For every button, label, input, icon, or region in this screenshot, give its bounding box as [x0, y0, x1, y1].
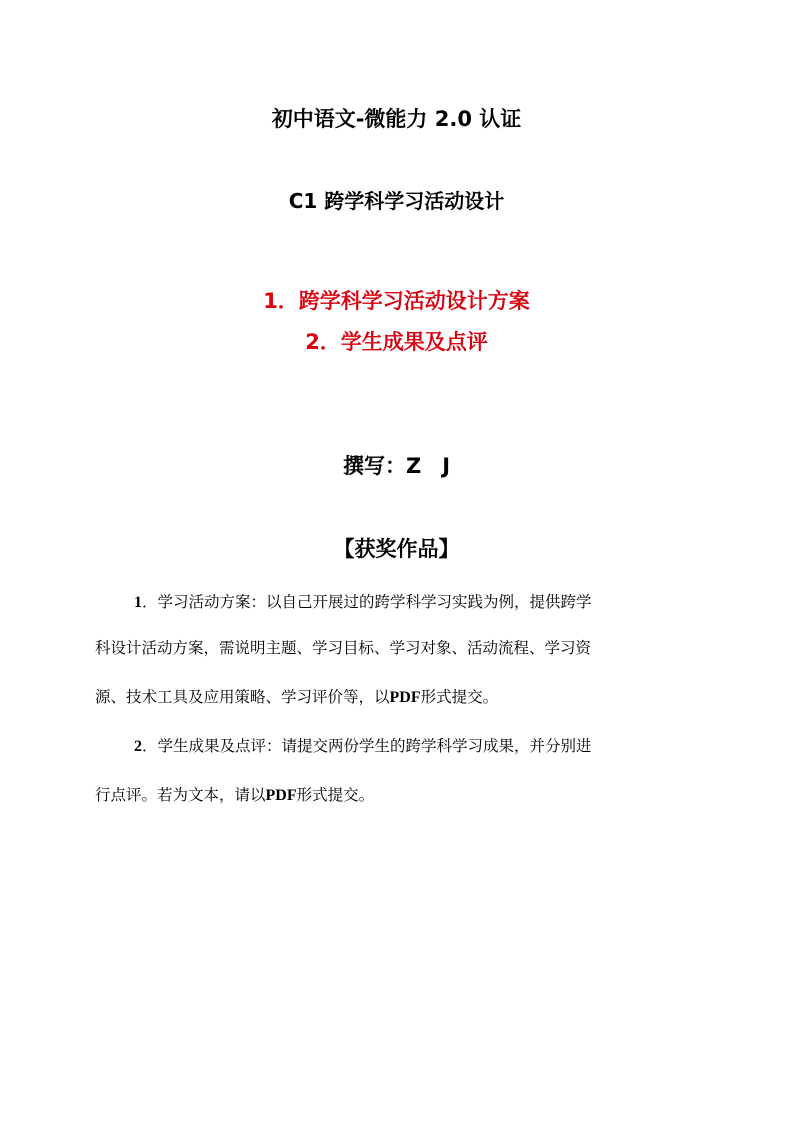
award-heading: 【获奖作品】	[333, 537, 460, 561]
paragraph-1-line-1	[134, 590, 592, 615]
document-subtitle: C1 跨学科学习活动设计	[288, 189, 505, 213]
paragraph-1-text-3a: 源、技术工具及应用策略、学习评价等，以	[95, 688, 390, 706]
paragraph-2-text-1: ．学生成果及点评：请提交两份学生的跨学科学习成果，并分别进	[142, 737, 592, 755]
paragraph-1-number: 1	[134, 594, 142, 611]
paragraph-1-text-3b: 形式提交。	[420, 688, 499, 706]
paragraph-1-text-1: ．学习活动方案：以自己开展过的跨学科学习实践为例，提供跨学	[142, 593, 592, 611]
paragraph-2-line-2	[95, 783, 374, 808]
paragraph-2-text-2a: 行点评。若为文本，请以	[95, 786, 266, 804]
paragraph-2-number: 2	[134, 738, 142, 755]
paragraph-2-line-1	[134, 734, 592, 759]
paragraph-2-pdf: PDF	[265, 787, 297, 804]
paragraph-2-text-2b: 形式提交。	[296, 786, 375, 804]
paragraph-1-line-2: 科设计活动方案，需说明主题、学习目标、学习对象、活动流程、学习资	[95, 639, 592, 657]
paragraph-1-line-3	[95, 685, 498, 710]
author-line: 撰写：Z J	[342, 454, 451, 478]
document-title: 初中语文-微能力 2.0 认证	[271, 107, 522, 131]
item-1: 1．跨学科学习活动设计方案	[263, 289, 530, 313]
item-2: 2．学生成果及点评	[305, 330, 488, 354]
paragraph-1-pdf: PDF	[389, 689, 421, 706]
